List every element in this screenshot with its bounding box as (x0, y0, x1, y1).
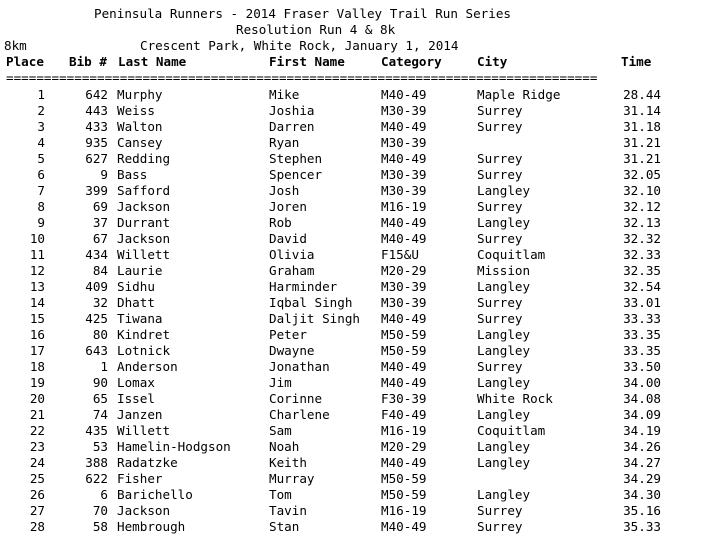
row-last-name: Kindret (117, 327, 171, 342)
row-city: Langley (477, 183, 531, 198)
row-last-name: Tiwana (117, 311, 163, 326)
row-category: F15&U (381, 247, 419, 262)
race-distance: 8km (4, 38, 27, 53)
row-time: 35.33 (623, 519, 661, 534)
row-category: M50-59 (381, 343, 427, 358)
row-bib: 70 (92, 503, 108, 518)
row-category: M40-49 (381, 455, 427, 470)
row-city: Surrey (477, 119, 523, 134)
row-bib: 90 (92, 375, 108, 390)
table-row (0, 423, 723, 439)
row-city: Surrey (477, 503, 523, 518)
row-city: Langley (477, 279, 531, 294)
row-last-name: Jackson (117, 503, 171, 518)
row-category: M30-39 (381, 295, 427, 310)
col-header-place: Place (6, 54, 44, 69)
col-header-first-name: First Name (269, 54, 345, 69)
row-time: 32.32 (623, 231, 661, 246)
table-row (0, 231, 723, 247)
row-first-name: Graham (269, 263, 315, 278)
separator-rule: ============================================================================== (6, 74, 598, 82)
row-last-name: Laurie (117, 263, 163, 278)
row-bib: 65 (92, 391, 108, 406)
row-bib: 6 (100, 487, 108, 502)
row-city: Surrey (477, 359, 523, 374)
row-first-name: Sam (269, 423, 292, 438)
row-place: 22 (29, 423, 45, 438)
page-title: Peninsula Runners - 2014 Fraser Valley Trail Run Series (94, 6, 512, 21)
row-first-name: Stan (269, 519, 300, 534)
row-first-name: Jim (269, 375, 292, 390)
col-header-bib: Bib # (69, 54, 107, 69)
row-time: 33.50 (623, 359, 661, 374)
row-first-name: Noah (269, 439, 300, 454)
row-city: Langley (477, 407, 531, 422)
row-city: Coquitlam (477, 247, 546, 262)
table-row (0, 343, 723, 359)
row-last-name: Murphy (117, 87, 163, 102)
row-last-name: Jackson (117, 231, 171, 246)
header-title-line (0, 6, 512, 22)
row-bib: 643 (85, 343, 108, 358)
row-last-name: Anderson (117, 359, 178, 374)
row-place: 14 (29, 295, 45, 310)
row-city: Langley (477, 439, 531, 454)
row-place: 21 (29, 407, 45, 422)
row-city: Langley (477, 327, 531, 342)
row-first-name: Peter (269, 327, 307, 342)
row-category: M40-49 (381, 231, 427, 246)
row-place: 13 (29, 279, 45, 294)
row-category: M16-19 (381, 503, 427, 518)
row-city: Surrey (477, 231, 523, 246)
row-time: 31.14 (623, 103, 661, 118)
row-place: 12 (29, 263, 45, 278)
race-name: Resolution Run 4 & 8k (236, 22, 396, 37)
row-place: 4 (37, 135, 45, 150)
row-first-name: Stephen (269, 151, 323, 166)
row-category: M30-39 (381, 103, 427, 118)
row-city: Maple Ridge (477, 87, 561, 102)
row-bib: 409 (85, 279, 108, 294)
table-row (0, 151, 723, 167)
header-subtitle-line (0, 22, 396, 38)
row-bib: 627 (85, 151, 108, 166)
row-first-name: Keith (269, 455, 307, 470)
race-location-date: Crescent Park, White Rock, January 1, 2014 (140, 38, 459, 53)
table-row (0, 279, 723, 295)
row-place: 28 (29, 519, 45, 534)
row-bib: 935 (85, 135, 108, 150)
row-category: M30-39 (381, 135, 427, 150)
row-place: 10 (29, 231, 45, 246)
row-time: 31.21 (623, 151, 661, 166)
row-category: M16-19 (381, 199, 427, 214)
row-category: M40-49 (381, 519, 427, 534)
table-row (0, 199, 723, 215)
row-bib: 67 (92, 231, 108, 246)
table-row (0, 359, 723, 375)
row-category: M30-39 (381, 167, 427, 182)
row-first-name: Murray (269, 471, 315, 486)
col-header-category: Category (381, 54, 442, 69)
row-city: Surrey (477, 311, 523, 326)
row-bib: 84 (92, 263, 108, 278)
row-bib: 434 (85, 247, 108, 262)
row-city: Langley (477, 455, 531, 470)
row-first-name: David (269, 231, 307, 246)
row-last-name: Hamelin-Hodgson (117, 439, 231, 454)
header-info-line (0, 38, 459, 54)
table-row (0, 375, 723, 391)
row-bib: 74 (92, 407, 108, 422)
row-last-name: Hembrough (117, 519, 186, 534)
row-time: 31.18 (623, 119, 661, 134)
row-place: 7 (37, 183, 45, 198)
row-time: 35.16 (623, 503, 661, 518)
row-time: 32.54 (623, 279, 661, 294)
row-city: White Rock (477, 391, 553, 406)
row-last-name: Willett (117, 423, 171, 438)
row-time: 34.00 (623, 375, 661, 390)
table-row (0, 103, 723, 119)
row-time: 34.19 (623, 423, 661, 438)
row-time: 34.26 (623, 439, 661, 454)
row-first-name: Olivia (269, 247, 315, 262)
row-place: 5 (37, 151, 45, 166)
table-row (0, 87, 723, 103)
row-place: 11 (29, 247, 45, 262)
row-time: 28.44 (623, 87, 661, 102)
row-time: 31.21 (623, 135, 661, 150)
row-last-name: Redding (117, 151, 171, 166)
table-row (0, 471, 723, 487)
row-city: Surrey (477, 199, 523, 214)
table-row (0, 439, 723, 455)
row-city: Surrey (477, 295, 523, 310)
row-last-name: Fisher (117, 471, 163, 486)
row-last-name: Cansey (117, 135, 163, 150)
row-city: Surrey (477, 151, 523, 166)
row-bib: 399 (85, 183, 108, 198)
row-bib: 37 (92, 215, 108, 230)
row-bib: 80 (92, 327, 108, 342)
row-first-name: Harminder (269, 279, 338, 294)
row-first-name: Daljit Singh (269, 311, 360, 326)
row-bib: 1 (100, 359, 108, 374)
table-row (0, 247, 723, 263)
row-first-name: Joshia (269, 103, 315, 118)
row-first-name: Tavin (269, 503, 307, 518)
row-bib: 443 (85, 103, 108, 118)
row-city: Langley (477, 375, 531, 390)
row-bib: 58 (92, 519, 108, 534)
row-time: 33.01 (623, 295, 661, 310)
row-first-name: Jonathan (269, 359, 330, 374)
table-row (0, 167, 723, 183)
row-category: M40-49 (381, 311, 427, 326)
row-category: M40-49 (381, 119, 427, 134)
row-bib: 9 (100, 167, 108, 182)
row-bib: 642 (85, 87, 108, 102)
row-last-name: Safford (117, 183, 171, 198)
table-row (0, 263, 723, 279)
table-row (0, 407, 723, 423)
row-last-name: Lomax (117, 375, 155, 390)
row-place: 3 (37, 119, 45, 134)
table-row (0, 487, 723, 503)
row-bib: 32 (92, 295, 108, 310)
row-category: F40-49 (381, 407, 427, 422)
row-city: Langley (477, 487, 531, 502)
row-place: 8 (37, 199, 45, 214)
row-first-name: Mike (269, 87, 300, 102)
row-first-name: Iqbal Singh (269, 295, 353, 310)
row-place: 23 (29, 439, 45, 454)
table-row (0, 135, 723, 151)
row-bib: 433 (85, 119, 108, 134)
table-row (0, 311, 723, 327)
row-category: M40-49 (381, 375, 427, 390)
row-time: 33.35 (623, 343, 661, 358)
row-category: M40-49 (381, 151, 427, 166)
row-last-name: Sidhu (117, 279, 155, 294)
row-category: M50-59 (381, 471, 427, 486)
row-place: 16 (29, 327, 45, 342)
row-time: 32.05 (623, 167, 661, 182)
row-city: Langley (477, 343, 531, 358)
row-time: 32.35 (623, 263, 661, 278)
row-category: M50-59 (381, 327, 427, 342)
row-place: 15 (29, 311, 45, 326)
row-category: M40-49 (381, 215, 427, 230)
column-header-row (0, 54, 652, 70)
row-first-name: Darren (269, 119, 315, 134)
row-last-name: Durrant (117, 215, 171, 230)
row-category: M20-29 (381, 263, 427, 278)
row-first-name: Charlene (269, 407, 330, 422)
row-last-name: Issel (117, 391, 155, 406)
row-category: M40-49 (381, 359, 427, 374)
row-place: 20 (29, 391, 45, 406)
row-last-name: Janzen (117, 407, 163, 422)
row-first-name: Tom (269, 487, 292, 502)
row-bib: 425 (85, 311, 108, 326)
row-bib: 622 (85, 471, 108, 486)
col-header-last-name: Last Name (118, 54, 187, 69)
row-category: M30-39 (381, 183, 427, 198)
row-first-name: Joren (269, 199, 307, 214)
row-time: 34.29 (623, 471, 661, 486)
row-category: M30-39 (381, 279, 427, 294)
row-category: M50-59 (381, 487, 427, 502)
row-city: Coquitlam (477, 423, 546, 438)
row-place: 17 (29, 343, 45, 358)
row-last-name: Bass (117, 167, 148, 182)
row-place: 2 (37, 103, 45, 118)
row-bib: 388 (85, 455, 108, 470)
row-place: 26 (29, 487, 45, 502)
row-last-name: Walton (117, 119, 163, 134)
row-place: 18 (29, 359, 45, 374)
row-city: Surrey (477, 167, 523, 182)
row-time: 32.10 (623, 183, 661, 198)
table-row (0, 183, 723, 199)
row-bib: 53 (92, 439, 108, 454)
row-category: M16-19 (381, 423, 427, 438)
table-row (0, 519, 723, 535)
row-last-name: Dhatt (117, 295, 155, 310)
table-row (0, 455, 723, 471)
row-time: 34.08 (623, 391, 661, 406)
row-time: 33.35 (623, 327, 661, 342)
row-time: 32.12 (623, 199, 661, 214)
row-place: 9 (37, 215, 45, 230)
row-bib: 435 (85, 423, 108, 438)
row-first-name: Rob (269, 215, 292, 230)
table-row (0, 215, 723, 231)
row-category: M40-49 (381, 87, 427, 102)
row-time: 32.33 (623, 247, 661, 262)
row-time: 34.27 (623, 455, 661, 470)
row-first-name: Josh (269, 183, 300, 198)
row-place: 6 (37, 167, 45, 182)
row-city: Surrey (477, 519, 523, 534)
row-first-name: Corinne (269, 391, 323, 406)
row-bib: 69 (92, 199, 108, 214)
row-place: 19 (29, 375, 45, 390)
row-time: 33.33 (623, 311, 661, 326)
col-header-city: City (477, 54, 508, 69)
row-place: 1 (37, 87, 45, 102)
row-first-name: Dwayne (269, 343, 315, 358)
row-first-name: Spencer (269, 167, 323, 182)
row-time: 34.09 (623, 407, 661, 422)
row-place: 27 (29, 503, 45, 518)
table-row (0, 295, 723, 311)
row-last-name: Lotnick (117, 343, 171, 358)
row-last-name: Radatzke (117, 455, 178, 470)
row-city: Surrey (477, 103, 523, 118)
col-header-time: Time (621, 54, 652, 69)
table-row (0, 327, 723, 343)
row-category: M20-29 (381, 439, 427, 454)
row-city: Langley (477, 215, 531, 230)
row-place: 25 (29, 471, 45, 486)
row-last-name: Jackson (117, 199, 171, 214)
row-city: Mission (477, 263, 531, 278)
row-category: F30-39 (381, 391, 427, 406)
row-place: 24 (29, 455, 45, 470)
row-last-name: Willett (117, 247, 171, 262)
table-row (0, 391, 723, 407)
row-first-name: Ryan (269, 135, 300, 150)
row-time: 34.30 (623, 487, 661, 502)
table-row (0, 119, 723, 135)
row-time: 32.13 (623, 215, 661, 230)
row-last-name: Barichello (117, 487, 193, 502)
row-last-name: Weiss (117, 103, 155, 118)
table-row (0, 503, 723, 519)
